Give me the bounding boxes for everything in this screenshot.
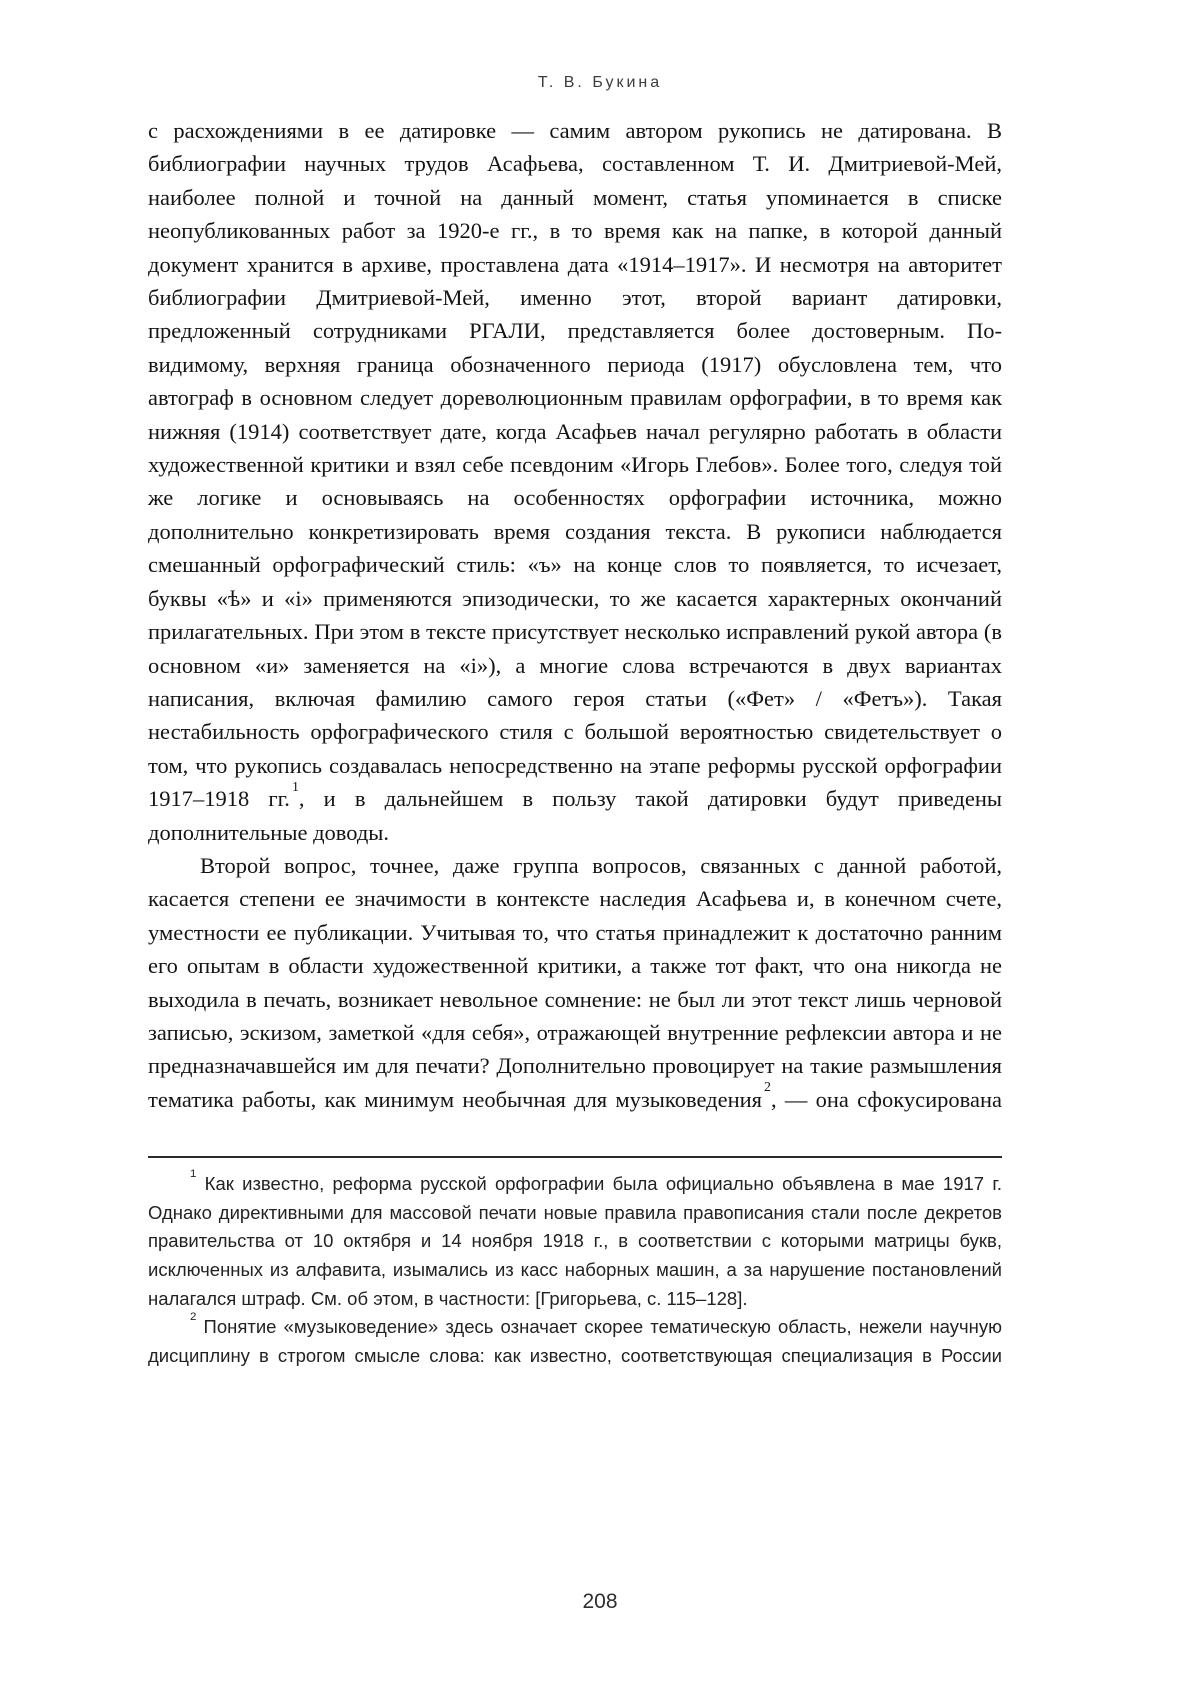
footnote-marker: 2 (190, 1311, 197, 1324)
footnote-reference: 1 (291, 779, 299, 795)
body-text (148, 114, 1002, 1116)
content-area (148, 114, 1002, 1370)
page-number: 208 (582, 1590, 618, 1613)
running-header: Т. В. Букина (537, 74, 663, 91)
footnote-separator (148, 1156, 1002, 1158)
paragraph: Второй вопрос, точнее, даже группа вопросов, связанных с данной работой, касается степени ее значимости в контексте наследия Асафьева и, в конечном счете, уместности ее публикации. Учитывая то, что статья принадлежит к достаточно ранним его опытам в области художественной критики, а также тот факт, что она никогда не выходила в печать, возникает невольное сомнение: не был ли этот текст лишь черновой записью, эскизом, заметкой «для себя», отражающей внутренние рефлексии автора и не предназначавшейся им для печати? Дополнительно провоцирует на такие размышления тематика работы, как минимум необычная для музыковедения $^2$, — она сфокусирована (148, 852, 1002, 1112)
footnote-reference: 2 (764, 1080, 771, 1096)
paragraph: с расхождениями в ее датировке — самим автором рукопись не датирована. В библиографии научных трудов Асафьева, составленном Т. И. Дмитриевой-Мей, наиболее полной и точной на данный момент, статья упоминается в списке неопубликованных работ за 1920-е гг., в то время как на папке, в которой данный документ хранится в архиве, проставлена дата «1914–1917». И несмотря на авторитет библиографии Дмитриевой-Мей, именно этот, второй вариант датировки, предложенный сотрудниками РГАЛИ, представляется более достоверным. По-видимому, верхняя граница обозначенного периода (1917) обусловлена тем, что автограф в основном следует дореволюционным правилам орфографии, в то время как нижняя (1914) соответствует дате, когда Асафьев начал регулярно работать в области художественной критики и взял себе псевдоним «Игорь Глебов». Более того, следуя той же логике и основываясь на особенностях орфографии источника, можно дополнительно конкретизировать время создания текста. В рукописи наблюдается смешанный орфографический стиль: «ъ» на конце слов то появляется, то исчезает, буквы «ѣ» и «i» применяются эпизодически, то же касается характерных окончаний прилагательных. При этом в тексте присутствует несколько исправлений рукой автора (в основном «и» заменяется на «i»), а многие слова встречаются в двух вариантах написания, включая фамилию самого героя статьи («Фет» / «Фетъ»). Такая нестабильность орфографического стиля с большой вероятностью свидетельствует о том, что рукопись создавалась непосредственно на этапе реформы русской орфографии 1917–1918 гг. $^1$, и в дальнейшем в пользу такой датировки будут приведены дополнительные доводы. (148, 118, 1003, 845)
footnote: $^1$ Как известно, реформа русской орфографии была официально объявлена в мае 1917 г. Однако директивными для массовой печати новые правила правописания стали после декретов правительства от 10 октября и 14 ноября 1918 г., в соответствии с которыми матрицы букв, исключенных из алфавита, изымались из касс наборных машин, а за нарушение постановлений налагался штраф. См. об этом, в частности: [Григорьева, с. 115–128]. (148, 1168, 1002, 1309)
footnote-marker: 1 (190, 1168, 197, 1181)
footnote: $^2$ Понятие «музыковедение» здесь означает скорее тематическую область, нежели научную дисциплину в строгом смысле слова: как известно, соответствующая специализация в России (148, 1311, 1002, 1366)
footnotes (148, 1170, 1002, 1370)
